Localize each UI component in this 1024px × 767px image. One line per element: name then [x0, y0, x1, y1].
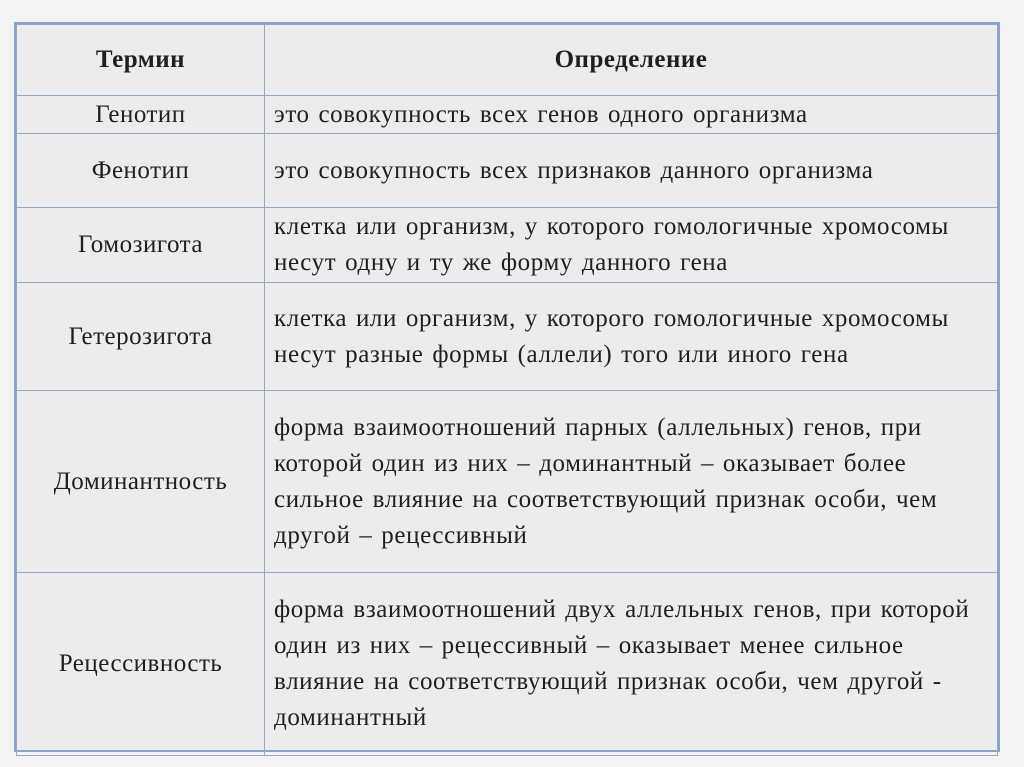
term-cell: Генотип [17, 96, 265, 134]
term-cell: Рецессивность [17, 573, 265, 756]
terms-table-frame [14, 22, 1000, 752]
table-row [17, 208, 998, 283]
definition-cell: форма взаимоотношений парных (аллельных) генов, при которой один из них – доминантный – оказывает более сильное влияние на соответствующий признак особи, чем другой – рецессивный [265, 391, 998, 573]
definition-cell: это совокупность всех признаков данного организма [265, 134, 998, 208]
table-row [17, 391, 998, 573]
term-cell: Гетерозигота [17, 283, 265, 391]
definition-cell: клетка или организм, у которого гомологичные хромосомы несут одну и ту же форму данного гена [265, 208, 998, 283]
term-cell: Фенотип [17, 134, 265, 208]
table-header-row [17, 25, 998, 96]
header-term: Термин [17, 25, 265, 96]
term-cell: Гомозигота [17, 208, 265, 283]
header-definition: Определение [265, 25, 998, 96]
table-row [17, 96, 998, 134]
term-cell: Доминантность [17, 391, 265, 573]
table-row [17, 134, 998, 208]
table-row [17, 573, 998, 756]
terms-table [16, 24, 998, 756]
definition-cell: это совокупность всех генов одного организма [265, 96, 998, 134]
table-row [17, 283, 998, 391]
definition-cell: клетка или организм, у которого гомологичные хромосомы несут разные формы (аллели) того или иного гена [265, 283, 998, 391]
definition-cell: форма взаимоотношений двух аллельных генов, при которой один из них – рецессивный – оказывает менее сильное влияние на соответствующий признак особи, чем другой - доминантный [265, 573, 998, 756]
